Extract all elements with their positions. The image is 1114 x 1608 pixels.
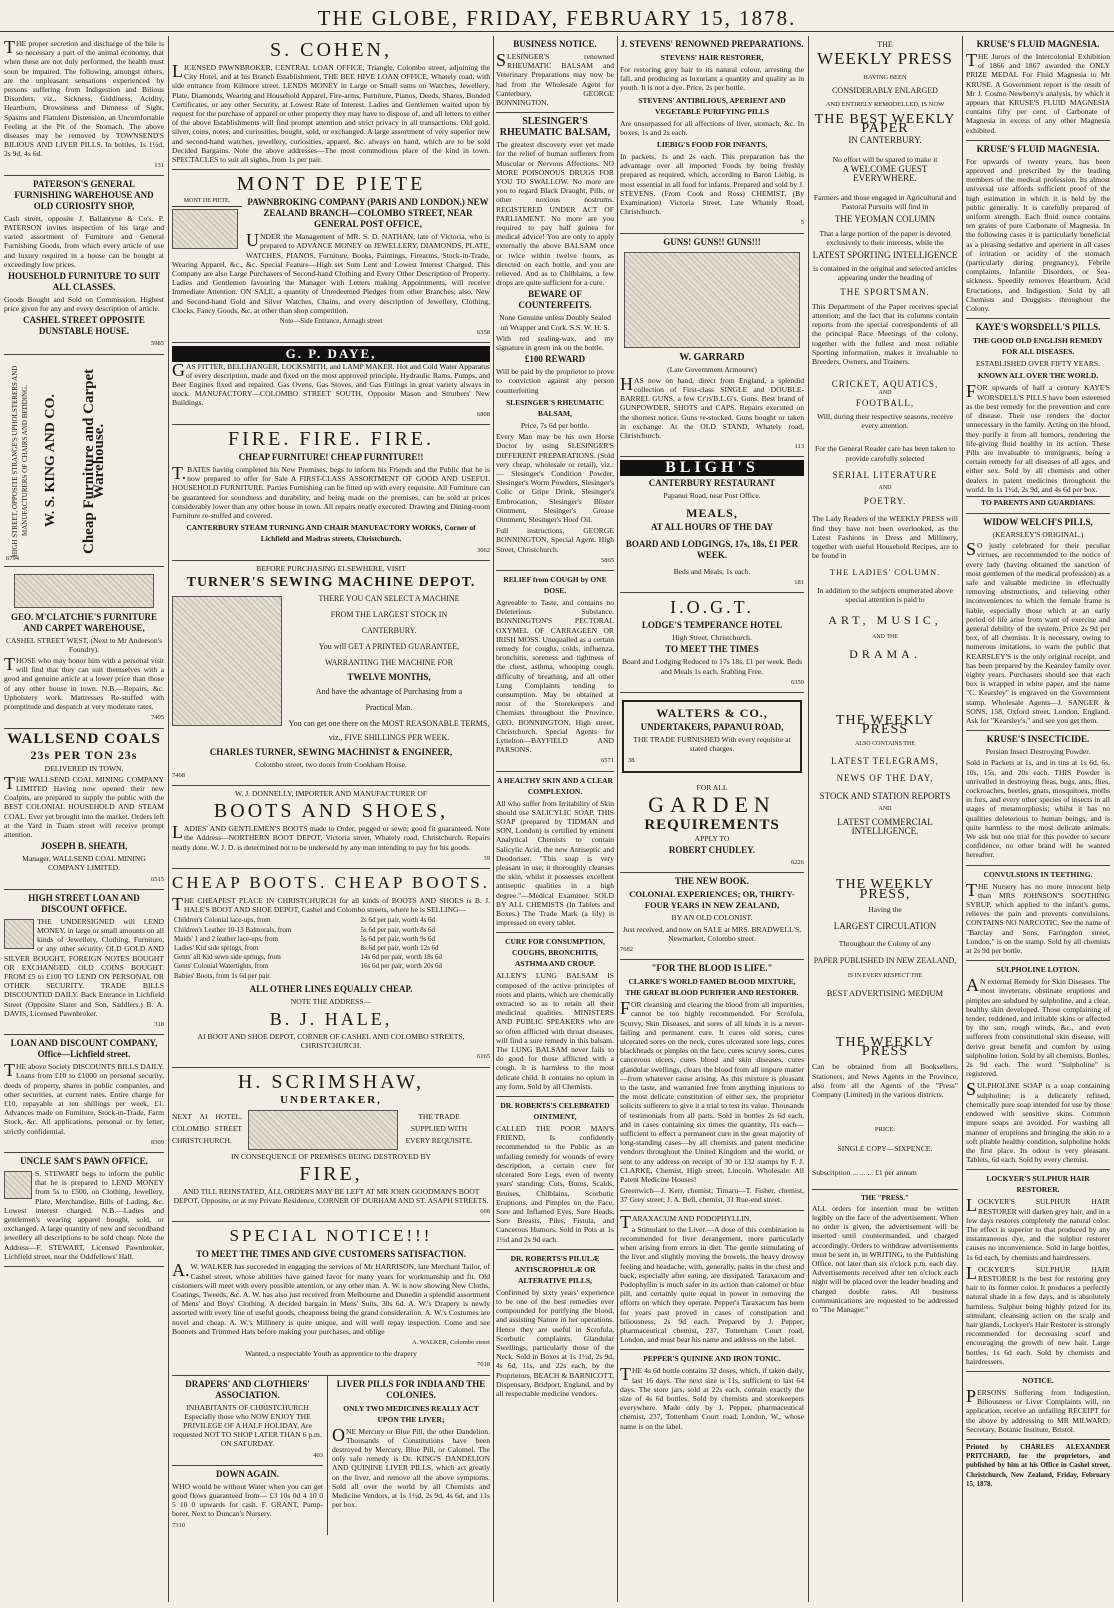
ad-walters: WALTERS & CO., UNDERTAKERS, PAPANUI ROAD, THE TRADE FURNISHED With every requisite at stated charges. 38 <box>620 693 804 780</box>
column-4 <box>620 36 804 1602</box>
column-2 <box>172 36 490 1602</box>
ad-mont-de-piete: MONT DE PIETE MONT DE PIETE. PAWNBROKING COMPANY (PARIS AND LONDON.) NEW ZEALAND BRANCH—COLOMBO STREET, NEAR GENERAL POST OFFICE, UNDER the Management of MR. S. D. NATHAN, late of Victoria, who is prepared to ADVANCE MONEY on JEWELLERY, DIAMONDS, PLATE, WATCHES, PIANOS, Furniture, Books, Paintings, Firearms, Stock-in-Trade, Wearing Apparel, &c., &c. Special Feature—High set Sum Lent and Lowest Interest Charged. This Company are also Large Purchasers of Second-hand Clothing and Every Other Description of Property. Ladies and Gentlemen favouring the Manager with Letters making Appointments, will receive Immediate Attention. ON SALE, a quantity of Unredeemed Pledges from other Branches; also, New and Second-hand Gold and Silver Watches, Chains, and every description of Jewellery, Clothing, Clocks, Fancy Goods, &c. at other than shop competition. Note—Side Entrance, Armagh street 6358 <box>172 170 490 343</box>
column-1 <box>4 36 164 1602</box>
ad-kayes-pills: KAYE'S WORSDELL'S PILLS. THE GOOD OLD ENGLISH REMEDY FOR ALL DISEASES. ESTABLISHED OVER FIFTY YEARS. KNOWN ALL OVER THE WORLD. FOR upwards of half a century KAYE'S WORSDELL'S PILLS have been esteemed as the best remedy for the prevention and cure of disease. Their use renders the doctor unnecessary in the family. Acting on the blood, they purify it from all humors, rendering the life-giving fluid healthy in its action. These Pills are invaluable to immigrants, being a certain remedy for all diseases of all ages, and either sex. Sold by all chemists and other dealers in patent medicines throughout the world. In 1s 1½d, 2s 9d, and 4s 6d per box. TO PARENTS AND GUARDIANS. <box>966 319 1110 514</box>
pawn-balls-icon <box>4 1171 32 1199</box>
ad-king-furniture: HIGH STREET, OPPOSITE STRANGE'S UPHOLSTERERS AND MANUFACTURERS OF CHAIRS AND BEDDING. W. S. KING AND CO. Cheap Furniture and Carpet Warehouse. 6794 <box>4 355 164 567</box>
ad-clarkes-blood-mixture: "FOR THE BLOOD IS LIFE." CLARKE'S WORLD FAMED BLOOD MIXTURE, THE GREAT BLOOD PURIFIER AND RESTORER. FOR cleansing and clearing the blood from all impurities, cannot be too highly recommended. For Scrofula, Scurvy, Skin Diseases, and sores of all kinds it is a never-failing and permanent cure. It cures old sores, cures ulcerated sores on the neck, cures ulcerated sore legs, cures blackheads or pimples on the face, cures scurvy sores, cures cancerous ulcers, cures blood and skin diseases, cures glandular swellings, clears the blood from all impure matter—from whatever cause arising. As this mixture is pleasant to the taste, and warranted free from anything injurious to the most delicate constitution of either sex, the proprietor solicits sufferers to give it a trial to test its value. Thousands of testimonials from all parts. Sold in bottles 2s 6d each, and in cases containing six times the quantity, 11s each—sufficient to effect a permanent cure in the great majority of long-standing cases—by all chemists and patent medicine vendors throughout the United Kingdom and the world, or sent to any address on receipt of 30 or 132 stamps by F. J. CLARKE, Chemist, High street, Lincoln. Wholesale: All Patent Medicine Houses! Greenwich—J. Kerr, chemist; Timaru—T. Fisher, chemist, 37 Grey street; J. A. Bell, chemist, 31 Rue-end street. <box>620 960 804 1210</box>
ad-drapers-association: DRAPERS' AND CLOTHIERS' ASSOCIATION. INHABITANTS OF CHRISTCHURCH Especially those who NOW ENJOY THE PRIVILEGE OF A HALF HOLIDAY, Are requested NOT TO SHOP LATER THAN 6 p.m. ON SATURDAY. 403 <box>172 1376 323 1466</box>
column-3 <box>496 36 614 1602</box>
table-row: Ladies' Kid side springs, from 8s 6d per pair, worth 12s 6d <box>174 943 439 952</box>
masthead: THE GLOBE, FRIDAY, FEBRUARY 15, 1878. <box>0 6 1114 32</box>
ad-mclatchie: GEO. M'CLATCHIE'S FURNITURE AND CARPET WAREHOUSE, CASHEL STREET WEST, (Next to Mr Anderson's Foundry). THOSE who may honor him with a personal visit will find that they can suit themselves with a good and genuine article at a lower price than those of any other house in town. N.B.—Repairs, &c. Upholstery work. Mattresses Re-stuffed with promptitude and despatch at very moderate rates. 7405 <box>4 567 164 729</box>
column-rule <box>808 36 809 1602</box>
ad-cheap-boots: CHEAP BOOTS. CHEAP BOOTS. THE CHEAPEST PLACE IN CHRISTCHURCH for all kinds of BOOTS AND SHOES is B. J. HALE'S BOOT AND SHOE DEPOT, Cashel and Colombo streets, where he is SELLING— Children's Colonial lace-ups, from 2s 6d per pair, worth 4s 6d Children's Leather 10-13 Balmorals, from 5s 6d per pair, worth 8s 6d Maids' 1 and 2 leather lace-ups, from 5s 6d per pair, worth 9s 6d Ladies' Kid side springs, from 8s 6d per pair, worth 12s 6d Gents' all Kid sewn side springs, from 14s 6d per pair, worth 18s 6d Gents' Colonial Watertights, from 16s 6d per pair, worth 20s 6d Babies' Boots, from 1s 6d per pair. ALL OTHER LINES EQUALLY CHEAP. NOTE THE ADDRESS— B. J. HALE, AI BOOT AND SHOE DEPOT, CORNER OF CASHEL AND COLOMBO STREETS, CHRISTCHURCH. 6165 <box>172 869 490 1068</box>
ad-kruse-magnesia-2: KRUSE'S FLUID MAGNESIA. For upwards of twenty years, has been approved and prescribed by the leading members of the medical profession. Its almost universal use affords sufficient proof of the high estimation in which it is held by the public generally. It is carefully prepared of uniform strength. Each fluid ounce contains ten grains of pure Carbonate of Magnesia. In the following cases it is particularly beneficial as a pleasing sedative and aperient in all cases of irritation or acidity of the stomach (particularly during pregnancy), Febrile complaints, Infantile Disorders, or Sea-sickness. Speedily removes Heartburn, Acid Eructations, and Indigestion. Sold by all Chemists and Druggists throughout the Colony. <box>966 141 1110 319</box>
pawnshop-illustration <box>172 209 238 249</box>
column-rule <box>168 36 169 1602</box>
ad-bonnington-oxymel: RELIEF from COUGH by ONE DOSE. Agreeable to Taste, and contains no Deleterious Substance. BONNINGTON'S PECTORAL OXYMEL OF CARRAGEEN OR IRISH MOSS. Unequalled as a certain remedy for coughs, colds, influenza, bronchitis, soreness and tightness of the chest, asthma, whooping cough, difficulty of breathing, and all other Lung Complaints tending to consumption. May be obtained at most of the Storekeepers and Chemists throughout the Province. GEO. BONNINGTON, High street, Christchurch. Special Agents for Lyttelton—BAYFIELD AND PARSONS. 6571 <box>496 571 614 772</box>
ad-iogt-hotel: I.O.G.T. LODGE'S TEMPERANCE HOTEL High Street, Christchurch. TO MEET THE TIMES Board and Lodging Reduced to 17s 18s, £1 per week. Beds and Meals 1s each. Stabling Free. 6359 <box>620 593 804 693</box>
column-rule <box>962 36 963 1602</box>
ad-scrimshaw: H. SCRIMSHAW, UNDERTAKER, NEXT AI HOTEL, COLOMBO STREET CHRISTCHURCH. THE TRADE SUPPLIED WITH EVERY REQUISITE. IN CONSEQUENCE OF PREMISES BEING DESTROYED BY FIRE, AND TILL REINSTATED, ALL ORDERS MAY BE LEFT AT MR JOHN GOODMAN'S BOOT DEPOT, Opposite, or at my Private Residence, CORNER OF DURHAM AND ST. ASAPH STREETS. 608 <box>172 1068 490 1223</box>
printer-imprint: Printed by CHARLES ALEXANDER PRITCHARD, for the proprietors, and published by him at his Office in Cashel street, Christchurch, New Zealand, Friday, February 15, 1878. <box>966 1442 1110 1488</box>
boot-price-list <box>172 916 490 980</box>
ad-sulpholine: SULPHOLINE LOTION. AN external Remedy for Skin Diseases. The most inveterate, obstinate eruptions and pimples are subdued by sulpholine, and a clear, healthy skin developed. Those complaining of tender, reddened, and irritable skins or affected by the sun, rough winds, &c., and even sufferers from constitutional skin disease, will derive great benefit and comfort by using sulpholine lotion. Sold by all chemists. Bottles, 2s 9d each. The word "Sulpholine" is registered. SULPHOLINE SOAP is a soap containing sulpholine; is a delicately refined, chemically pure soap intended for use by those endowed with sensitive skins. Common impure soaps are avoided. For washing all manner of eruptions and bringing the skin to a soft pliable healthy condition, sulpholine holds the first place. Its odour is very pleasant. Tablets, 6d each. Sold by every chemist. <box>966 961 1110 1170</box>
ad-kruse-magnesia-1: KRUSE'S FLUID MAGNESIA. THE Jurors of the Intercolonial Exhibition of 1866 and 1867 awarded the ONLY PRIZE MEDAL For Fluid Magnesia to Mr KRUSE. A Government report is the result of Mr J. Cosmo Newberry's analysis, by which it appears that KRUSE'S FLUID MAGNESIA contains fifty per cent. of Carbonate of Magnesia in excess of any other Magnesia exhibited. <box>966 36 1110 141</box>
ad-roberts-pills: DR. ROBERTS'S PILULÆ ANTISCROPHULÆ OR ALTERATIVE PILLS, Confirmed by sixty years' experience to be one of the best remedies ever compounded for purifying the blood, and assisting Nature in her operations. Hence they are useful in Scrofula, Scorbutic complaints, Glandular Swellings, particularly those of the Neck. Sold in Boxes at 1s 1½d, 2s 9d, 4s 6d, 11s, and 22s each, by the Proprietors, BEACH & BARNICOTT, Dispensary, Bridport, England, and by all respectable medicine vendors. <box>496 1253 614 1398</box>
ad-salicylic-soap: A HEALTHY SKIN AND A CLEAR COMPLEXION. All who suffer from Irritability of Skin should use SALICYLIC SOAP. THIS SOAP (prepared by TIDMAN and SON, London) is certified by eminent Analytical Chemists to contain Salicylic Acid, the new Antiseptic and Deodoriser. "This soap is very pleasant in use; it thoroughly cleanses the skin, whilst it possesses excellent antiseptic qualities in a high degree."—Medical Examiner. SOLD BY ALL CHEMISTS (In Tablets and Boxes.) The Trade Mark (a lily) is impressed on every tablet. <box>496 772 614 934</box>
column-6 <box>966 36 1110 1602</box>
ad-daye: G. P. DAYE, GAS FITTER, BELLHANGER, LOCKSMITH, and LAMP MAKER. Hot and Cold Water Apparatus of every description, made and fixed on the most approved principle. Hydraulic Rams, Pumps, and Beer Engines fixed and repaired. Gas Ovens, Gas Stoves, and Gas Fittings in great variety always in stock. MANUFACTORY—COLOMBO STREET SOUTH, Opposite Mason and Struthers' New Buildings. 6808 <box>172 343 490 424</box>
table-row: Babies' Boots, from 1s 6d per pair. <box>174 971 271 980</box>
ad-taraxacum: TARAXACUM AND PODOPHYLLIN, a Stimulant to the Liver.—A dose of this combination is recommended for liver derangement, more particularly when arising from errors in diet. The gentle stimulating of the liver and slightly moving the bowels, the heavy drowsy feeling and headache, with, generally, pains in the chest and back, especially after eating, are dissipated. Taraxacum and Podophyllin is much safer in its action than calomel or blue pill, and certainly quite equal in power in removing the efforts on which they operate. Pepper's Taraxacum has been for years past proved in cases of constipation and biliousness, 2s 9d each. Prepared by J. Pepper, pharmaceutical chemist, 237, Tottenham Court road, London, and must bear his name and address on the label. <box>620 1211 804 1351</box>
ad-business-notice: BUSINESS NOTICE. SLESINGER'S renowned RHEUMATIC BALSAM and Veterinary Preparations may now be had from the Wholesale Agent for Canterbury, GEORGE BONNINGTON. <box>496 36 614 113</box>
mont-de-piete-sign: MONT DE PIETE. <box>172 197 242 251</box>
ad-donnelly: W. J. DONNELLY, IMPORTER AND MANUFACTURER OF BOOTS AND SHOES, LADIES' AND GENTLEMEN'S BOOTS made to Order, pegged or sewn; good fit guaranteed. Note the Address—NORTHERN BOOT DEPOT, Victoria street, Whately road, Christchurch. Repairs neatly done. W. J. D. is determined not to be undersold by any man intending to pay for his goods. 39 <box>172 786 490 869</box>
ad-lockyer-hair: LOCKYER'S SULPHUR HAIR RESTORER. LOCKYER'S SULPHUR HAIR RESTORER will darken grey hair, and in a few days restores completely the natural color. The effect is superior to that produced by any instantaneous dye, and the sulphur restorer causes no inconvenience. Sold in large bottles, 1s 6d each, by chemists and hairdressers. LOCKYER'S SULPHUR HAIR RESTORER is the best for restoring grey hair to its former color. It produces a perfectly natural shade in a few days, and is absolutely harmless. Sulphur being highly prized for its stimulant, cleansing action on the scalp and hair glands, Lockyer's Hair Restorer is strongly recommended for decreasing scurf and encouraging the growth of new hair. Large bottles, 1s 6d each. Sold by chemists and hairdressers. <box>966 1170 1110 1372</box>
press-notice: THE "PRESS." ALL orders for insertion must be written legibly on the face of the advertisement. When no order is given, the advertisement will be inserted until countermanded, and charged accordingly. Orders to withdraw advertisements must be sent in, in WRITING, to the Publishing Office, not later than six o'clock p.m. each day. Advertisements received after ten o'clock each night will be placed over the leader heading and charged double rates. All business communications are requested to be addressed to "The Manager." <box>812 1189 958 1314</box>
pawn-balls-icon <box>4 919 34 949</box>
sewing-machine-illustration <box>172 596 282 726</box>
ad-garrard-guns: GUNS! GUNS!! GUNS!!! W. GARRARD (Late Government Armourer) HAS now on hand, direct from England, a splendid collection of First-class SINGLE and DOUBLE-BARREL GUNS, a few Cr'rs'B.L.G's. Guns. Best brand of GUNPOWDER, SHOTS and CAPS. Repairs executed on the shortest notice. Guns re-stocked. Guns bought or taken in exchange. At the OLD STAND, Whately road, Christchurch. 113 <box>620 234 804 458</box>
table-row: Children's Leather 10-13 Balmorals, from 5s 6d per pair, worth 8s 6d <box>174 925 436 934</box>
hearse-illustration <box>248 1110 398 1150</box>
ad-notice-indigestion: NOTICE. PERSONS Suffering from Indigestion, Biliousness or Liver Complaints will, on application, receive an unfailing RECEIPT for the above by addressing to MR MILWARD, Secretary, Botanic Institute, Bristol. <box>966 1372 1110 1440</box>
ad-slesinger-balsam: SLESINGER'S RHEUMATIC BALSAM, The greatest discovery ever yet made for the relief of human sufferers from Muscular or Nervous Affections. NO MORE POISONOUS DRUGS FOR YOU TO SWALLOW. No more are you to regard Black Draught, Pills, or other noxious nostrums. REGISTERED UNDER ACT OF PARLIAMENT. No more are you required to pay half guinea for medical advice! You are only to apply externally the above BALSAM once or twice within twelve hours, as directed on each bottle, and you are relieved. And as to Chilblains, a few drops are quite sufficient for a cure. BEWARE OF COUNTERFEITS. None Genuine unless Doubly Sealed on Wrapper and Cork. S.S. W. H. S. With red sealing-wax, and my signature in green ink on the bottle. £100 REWARD Will be paid by the proprietor to prove to conviction against any person counterfeiting SLESINGER'S RHEUMATIC BALSAM, Price, 7s 6d per bottle. Every Man may be his own Horse Doctor by using SLESINGER'S DIFFERENT PREPARATIONS. (Sold very cheap, wholesale or retail), viz.:— Slesinger's Condition Powder, Slesinger's Worm Powders, Slesinger's Colic or Gripe Drink, Slesinger's Embrocation, Slesinger's Blister Ointment, Slesinger's Grease Ointment, Slesinger's Hoof Oil. Full instructions, GEORGE BONNINGTON, Special Agent. High Street, Christchurch. 5865 <box>496 113 614 571</box>
ad-kruse-insecticide: KRUSE'S INSECTICIDE. Persian Insect Destroying Powder. Sold in Packets at 1s, and in tins at 1s 6d, 6s, 10s, 15s, and 20s each. THIS Powder is unrivalled in destroying fleas, bugs, ants, flies, cockroaches, beetles, gnats, mosquitoes, moths in furs, and every other species of insects in all stages of metamorphosis; whilst it has no qualities deleterious to human beings, and is quite harmless to the most delicate animals. We ask but one trial for this powder to secure confidence, no other brand will be wanted hereafter. <box>966 731 1110 865</box>
ad-high-street-loan: HIGH STREET LOAN AND DISCOUNT OFFICE. THE UNDERSIGNED will LEND MONEY, in large or small amounts on all kinds of Jewellery, Clothing, Furniture, or any other security. OLD GOLD AND SILVER BOUGHT, FOREIGN NOTES BOUGHT OR EXCHANGED. OLD COINS BOUGHT. FROM £5 to £100 TO LEND ON PERSONAL OR OTHER SECURITY. TRADE BILLS DISCOUNTED DAILY. Back Entrance in Lichfield Street (Opposite Slater and Son, Saddlers.) B. A. DAVIS, Licensed Pawnbroker. 318 <box>4 890 164 1035</box>
ad-cohen: S. COHEN, LICENSED PAWNBROKER, CENTRAL LOAN OFFICE, Triangle, Colombo street, adjoining the City Hotel, and at his Branch Establishment, THE BEE HIVE LOAN OFFICE, Whately road, with side entrance from Kilmore street. LENDS MONEY in Large or Small sums on Watches, Jewellery, Plate, Diamonds, Wearing and Household Apparel, Fire-arms, Furniture, Pianos, Deeds, Shares, Bonded Certificates, or any other Security, at Lowest Rate of Interest. Ladies and Gentlemen waited upon by request for the purchase of apparel or other property they may have to dispose of, and all letters to either of the above Establishments will find prompt attention and strict privacy in all transactions. Old gold, silver, coins, notes, and curiosities, bought, sold, or exchanged. A large assortment of very superior new and second-hand watches, jewellery, curiosities, apparel, &c. always on hand, which are to be sold Decided Bargains. Note the above addresses—The most commodious place of the kind in town. SPECTACLES to suit all sights, from 1s per pair. <box>172 36 490 170</box>
hunting-scene-illustration <box>624 252 800 348</box>
column-rule <box>617 36 618 1602</box>
ad-loan-discount: LOAN AND DISCOUNT COMPANY, Office—Lichfield street. THE above Society DISCOUNTS BILLS DAILY. Loans from £10 to £1000 on personal security, deeds of property, shares in public companies, and other securities, at current rates. Entire charge for £10, repayable at ten shillings per week, £1. Advances made on Furniture, Stock-in-Trade, Farm Stock, &c. All applications, personal or by letter, strictly confidential. 8309 <box>4 1035 164 1153</box>
ad-stevens: J. STEVENS' RENOWNED PREPARATIONS. STEVENS' HAIR RESTORER, For restoring grey hair to its natural colour, arresting the fall, and producing as luxuriant a quantity and quality as in youth. It is not a dye. Price, 2s per bottle. STEVENS' ANTIBILIOUS, APERIENT AND VEGETABLE PURIFYING PILLS Are unsurpassed for all affections of liver, stomach, &c. In boxes, 1s and 2s each. LIEBIG'S FOOD FOR INFANTS, In packets, 1s and 2s each. This preparation has the advantage over all imported Foods by being freshly prepared as required, which, according to Baron Liebig, is most essential in all food for infants. Prepared and sold by J. STEVENS, (From Cook and Ross) CHEMIST, (By Examination) Victoria Street, Late Whately Road, Christchurch. 5 <box>620 36 804 234</box>
table-row: Gents' all Kid sewn side springs, from 14s 6d per pair, worth 18s 6d <box>174 953 443 962</box>
ad-widow-welch: WIDOW WELCH'S PILLS, (KEARSLEY'S ORIGINAL.) SO justly celebrated for their peculiar virtues, are recommended to the notice of every lady (having obtained the sanction of most gentlemen of the medical profession) as a safe and valuable medicine in effectually removing obstructions, and relieving other inconveniences to which the female frame is liable, especially those which at an early period of life arise from want of exercise and general debility of the system. Price 2s 9d per box, of all chemists. It is necessary, owing to numerous imitations, to warn the public that KEARSLEY'S is the only original receipt, and has been prepared by the Kearsley family over eighty years. Purchasers should see that each box is wrapped in white paper, and the name "C. Kearsley" is engraved on the Government stamp. Wholesale Agents—J. SANGER & SONS, 158, Oxford street, London, England. Ask for "Kearsley's," and see you get them. <box>966 514 1110 731</box>
ad-fire-furniture: FIRE. FIRE. FIRE. CHEAP FURNITURE! CHEAP FURNITURE!! T.BATES having completed his New Premises, begs to inform his Friends and the Public that he is now prepared to offer for Sale A FIRST-CLASS ASSORTMENT OF GOOD AND USEFUL HOUSEHOLD FURNITURE. Parties Furnishing can be fitted up with every requisite. All Furniture can be guaranteed for soundness and durability, and being made on the premises, can be sold at prices considerably lower than any other house in town. All repairs neatly executed. Drawing and Dining-room Furniture re-stuffed and covered. CANTERBURY STEAM TURNING AND CHAIR MANUFACTORY WORKS, Corner of Lichfield and Madras streets, Christchurch. 3062 <box>172 425 490 561</box>
ad-pepper-tonic: PEPPER'S QUININE AND IRON TONIC. THE 4s 6d bottle contains 32 doses, which, if taken daily, last 16 days. The next size is 11s, sufficient to last 64 days. The store jars, sold at 22s each, contain exactly the size of 4s 6d bottles. Sold by chemists and storekeepers everywhere. Made only by J. Pepper, pharmaceutical chemist, 237, Tottenham Court road, London, W., whose name is on the label. <box>620 1354 804 1431</box>
ad-wallsend-coals: WALLSEND COALS 23s PER TON 23s DELIVERED IN TOWN. THE WALLSEND COAL MINING COMPANY LIMITED Having now opened their new Coalpits, are prepared to supply the public with the BEST COLONIAL HOUSEHOLD AND STEAM COAL. Ever yet brought into the market. Orders left at the Yard in Tuam street will receive prompt attention. JOSEPH B. SHEATH, Manager, WALLSEND COAL MINING COMPANY LIMITED. 6515 <box>4 729 164 890</box>
ad-townsend-pills: THE proper secretion and discharge of the bile is so necessary a part of the animal economy, that when these are not duly performed, the health must soon be impaired. The following, amongst others, are the unpleasant sensations experienced by persons suffering from Indigestion and Bilious Disorders, viz., Sickness, Giddiness, Acidity, Heartburn, Drowsiness and Dimness of Sight, Spasms and Flatulent Distension, an Uncomfortable Feeling at the Pit of the Stomach. The above diseases may be removed by TOWNSEND'S BILIOUS AND LIVER PILLS. In bottles, 1s 1½d, 2s 9d, 4s 6d. 131 <box>4 36 164 176</box>
furniture-illustration <box>14 574 154 608</box>
ad-roberts-ointment: DR. ROBERTS'S CELEBRATED OINTMENT, CALLED THE POOR MAN'S FRIEND, Is confidently recommended to the Public as an unfailing remedy for wounds of every description, a certain cure for ulcerated Sore Legs, even of twenty years' standing; Cuts, Burns, Scalds, Bruises, Chilblains, Scorbutic Eruptions, and Pimples on the Face, Sore and Inflamed Eyes, Sore Heads, Sore Breasts, Piles, Fistula, and Cancerous Humors. Sold in Pots at 1s 1½d and 2s 9d each. <box>496 1097 614 1250</box>
ad-chudley-garden: FOR ALL GARDEN REQUIREMENTS APPLY TO ROBERT CHUDLEY. 6226 <box>620 780 804 874</box>
table-row: Gents' Colonial Watertights, from 16s 6d per pair, worth 20s 6d <box>174 962 443 971</box>
ad-liver-pills: LIVER PILLS FOR INDIA AND THE COLONIES. ONLY TWO MEDICINES REALLY ACT UPON THE LIVER; ONE Mercury or Blue Pill, the other Dandelion. Thousands of Constitutions have been destroyed by Mercury, Blue Pill, or Calomel. The only safe remedy is Dr. KING'S DANDELION AND QUININE LIVER PILLS, which act greatly on the liver, and remove all the above symptoms. Sold all over the world by all Chemists and Medicine Vendors, at 1s 1½d, 2s 9d, 4s 6d, and 11s per box. <box>332 1378 490 1510</box>
ad-new-book: THE NEW BOOK. COLONIAL EXPERIENCES; OR, THIRTY-FOUR YEARS IN NEW ZEALAND, BY AN OLD COLONIST. Just received, and now on SALE at MRS. BRADWELL'S, Newmarket, Colombo street. 7682 <box>620 873 804 960</box>
ad-uncle-sam: UNCLE SAM'S PAWN OFFICE. S. STEWART begs to inform the public that he is prepared to LEND MONEY from 5s to £500, on Clothing, Jewellery, Plate, Merchandise, Bills of Lading, &c. Lowest interest charged. N.B.—Ladies and gentlemen's wearing apparel bought, sold, or exchanged. A large quantity of new and secondhand jewellery all descriptions to be sold cheap. Note the Address—F. STEWART, Licensed Pawnbroker, Lichfield street, near the Oddfellows' Hall. <box>4 1153 164 1267</box>
ad-blighs-restaurant: BLIGH'S CANTERBURY RESTAURANT Papanui Road, near Post Office. MEALS, AT ALL HOURS OF THE DAY BOARD AND LODGINGS, 17s, 18s, £1 PER WEEK. Beds and Meals, 1s each. 181 <box>620 457 804 593</box>
column-rule <box>493 36 494 1602</box>
ad-allens-lung-balsam: CURE FOR CONSUMPTION, COUGHS, BRONCHITIS, ASTHMA AND CROUP. ALLEN'S LUNG BALSAM IS composed of the active principles of roots and plants, which are chemically extracted so as to retain all their medicinal qualities. MINISTERS AND PUBLIC SPEAKERS who are so often afflicted with throat diseases, will find a sure remedy in this balsam. The LUNG BALSAM never fails to do good for those afflicted with a cough. It is harmless to the most delicate child. It contains no opium in any form. Sold by all Chemists. <box>496 933 614 1097</box>
ad-teething-syrup: CONVULSIONS IN TEETHING. THE Nursery has no more innocent help than MRS JOHNSON'S SOOTHING SYRUP, which applied to the infant's gums, relieves the pain and prevents convulsions. CONTAINS NO NARCOTIC. See the name of "Barclay and Sons, Farringdon street, London," is on the stamp. Sold by all chemists at 2s 9d per bottle. <box>966 866 1110 962</box>
ad-special-notice: SPECIAL NOTICE!!! TO MEET THE TIMES AND GIVE CUSTOMERS SATISFACTION. A.W. WALKER has succeeded in engaging the services of Mr HARRISON, late Merchant Tailor, of Cashel street, whose abilities have gained favor for many years for workmanship and fit. Old customers will meet with every possible attention, or any other man. A. W. is now showing New Cloths, Coatings, Tweeds, &c. A. W. has also just received from Melbourne and Dunedin a splendid assortment of Mens' and Boys' Clothing. A decided bargain in Mens' Suits, 30s 6d. A. W.'s Drapery is newly assorted with every line of useful goods, cheapness being the grand consideration. A. W.'s Costumes are novel and cheap. A. W.'s Millinery is quite unique, and will well repay inspection. Come and see Bonnets and Trimmed Hats before making your purchases, and oblige A. WALKER, Colombo street Wanted, a respectable Youth as apprentice to the drapery 7018 <box>172 1222 490 1375</box>
ad-turner-sewing: BEFORE PURCHASING ELSEWHERE, VISIT TURNER'S SEWING MACHINE DEPOT. THERE YOU CAN SELECT A MACHINE FROM THE LARGEST STOCK IN CANTERBURY. You will GET A PRINTED GUARANTEE, WARRANTING THE MACHINE FOR TWELVE MONTHS, And have the advantage of Purchasing from a Practical Man. You can get one there on the MOST REASONABLE TERMS, viz., FIVE SHILLINGS PER WEEK. CHARLES TURNER, SEWING MACHINIST & ENGINEER, Colombo street, two doors from Cookham House. 7468 <box>172 561 490 786</box>
ad-grant-pump: DOWN AGAIN. WHO would be without Water when you can get good flows guaranteed from— £3 10s 0d 4 10 0 5 10 0 upwards for cash. F. GRANT, Pump-borer, Next to Duncan's Nursery. 7310 <box>172 1468 323 1529</box>
ad-paterson: PATERSON'S GENERAL FURNISHING WAREHOUSE AND OLD CURIOSITY SHOP, Cash street, opposite J. Ballantyne & Co's. P. PATERSON invites inspection of his large and varied assortment of Furniture and General Furnishing Goods, from which every article of use and luxury required in a house can be bought at exceedingly low prices. HOUSEHOLD FURNITURE TO SUIT ALL CLASSES. Goods Bought and Sold on Commission. Highest price given for any and every description of article. CASHEL STREET OPPOSITE DUNSTABLE HOUSE. 5985 <box>4 176 164 355</box>
column-5 <box>812 36 958 1602</box>
weekly-press-ad: THE WEEKLY PRESS HAVING BEEN CONSIDERABLY ENLARGED AND ENTIRELY REMODELLED, IS NOW THE BEST WEEKLY PAPER IN CANTERBURY. No effort will be spared to make it A WELCOME GUEST EVERYWHERE. Farmers and those engaged in Agricultural and Pastoral Pursuits will find in THE YEOMAN COLUMN That a large portion of the paper is devoted exclusively to their interests, while the LATEST SPORTING INTELLIGENCE is contained in the original and selected articles appearing under the heading of THE SPORTSMAN. This Department of the Paper receives special attention; and the fact that its columns contain reports from the special correspondents of all the principal Race Meetings of the colony, together with the fullest and most reliable Sporting information, makes it invaluable to Breeders, Owners, and Trainers. CRICKET, AQUATICS, AND FOOTBALL, Will, during their respective seasons, receive every attention. For the General Reader care has been taken to provide carefully selected SERIAL LITERATURE AND POETRY. The Lady Readers of the WEEKLY PRESS will find they have not been overlooked, as the Latest Fashions in Dress and Millinery, together with useful Household Recipes, are to be found in THE LADIES' COLUMN. In addition to the subjects enumerated above special attention is paid to ART, MUSIC, AND THE DRAMA. THE WEEKLY PRESS ALSO CONTAINS THE LATEST TELEGRAMS, NEWS OF THE DAY, STOCK AND STATION REPORTS AND LATEST COMMERCIAL INTELLIGENCE. THE WEEKLY PRESS, Having the LARGEST CIRCULATION Throughout the Colony of any PAPER PUBLISHED IN NEW ZEALAND, IS IN EVERY RESPECT THE BEST ADVERTISING MEDIUM THE WEEKLY PRESS Can be obtained from all Booksellers, Stationers, and News Agents in the Province, also from all the Agents of the "Press" Company (Limited) in the various districts. PRICE: SINGLE COPY—SIXPENCE. Subscription ... ... ... £1 per annum <box>812 40 958 1177</box>
table-row: Children's Colonial lace-ups, from 2s 6d per pair, worth 4s 6d <box>174 916 436 925</box>
table-row: Maids' 1 and 2 leather lace-ups, from 5s 6d per pair, worth 9s 6d <box>174 934 436 943</box>
